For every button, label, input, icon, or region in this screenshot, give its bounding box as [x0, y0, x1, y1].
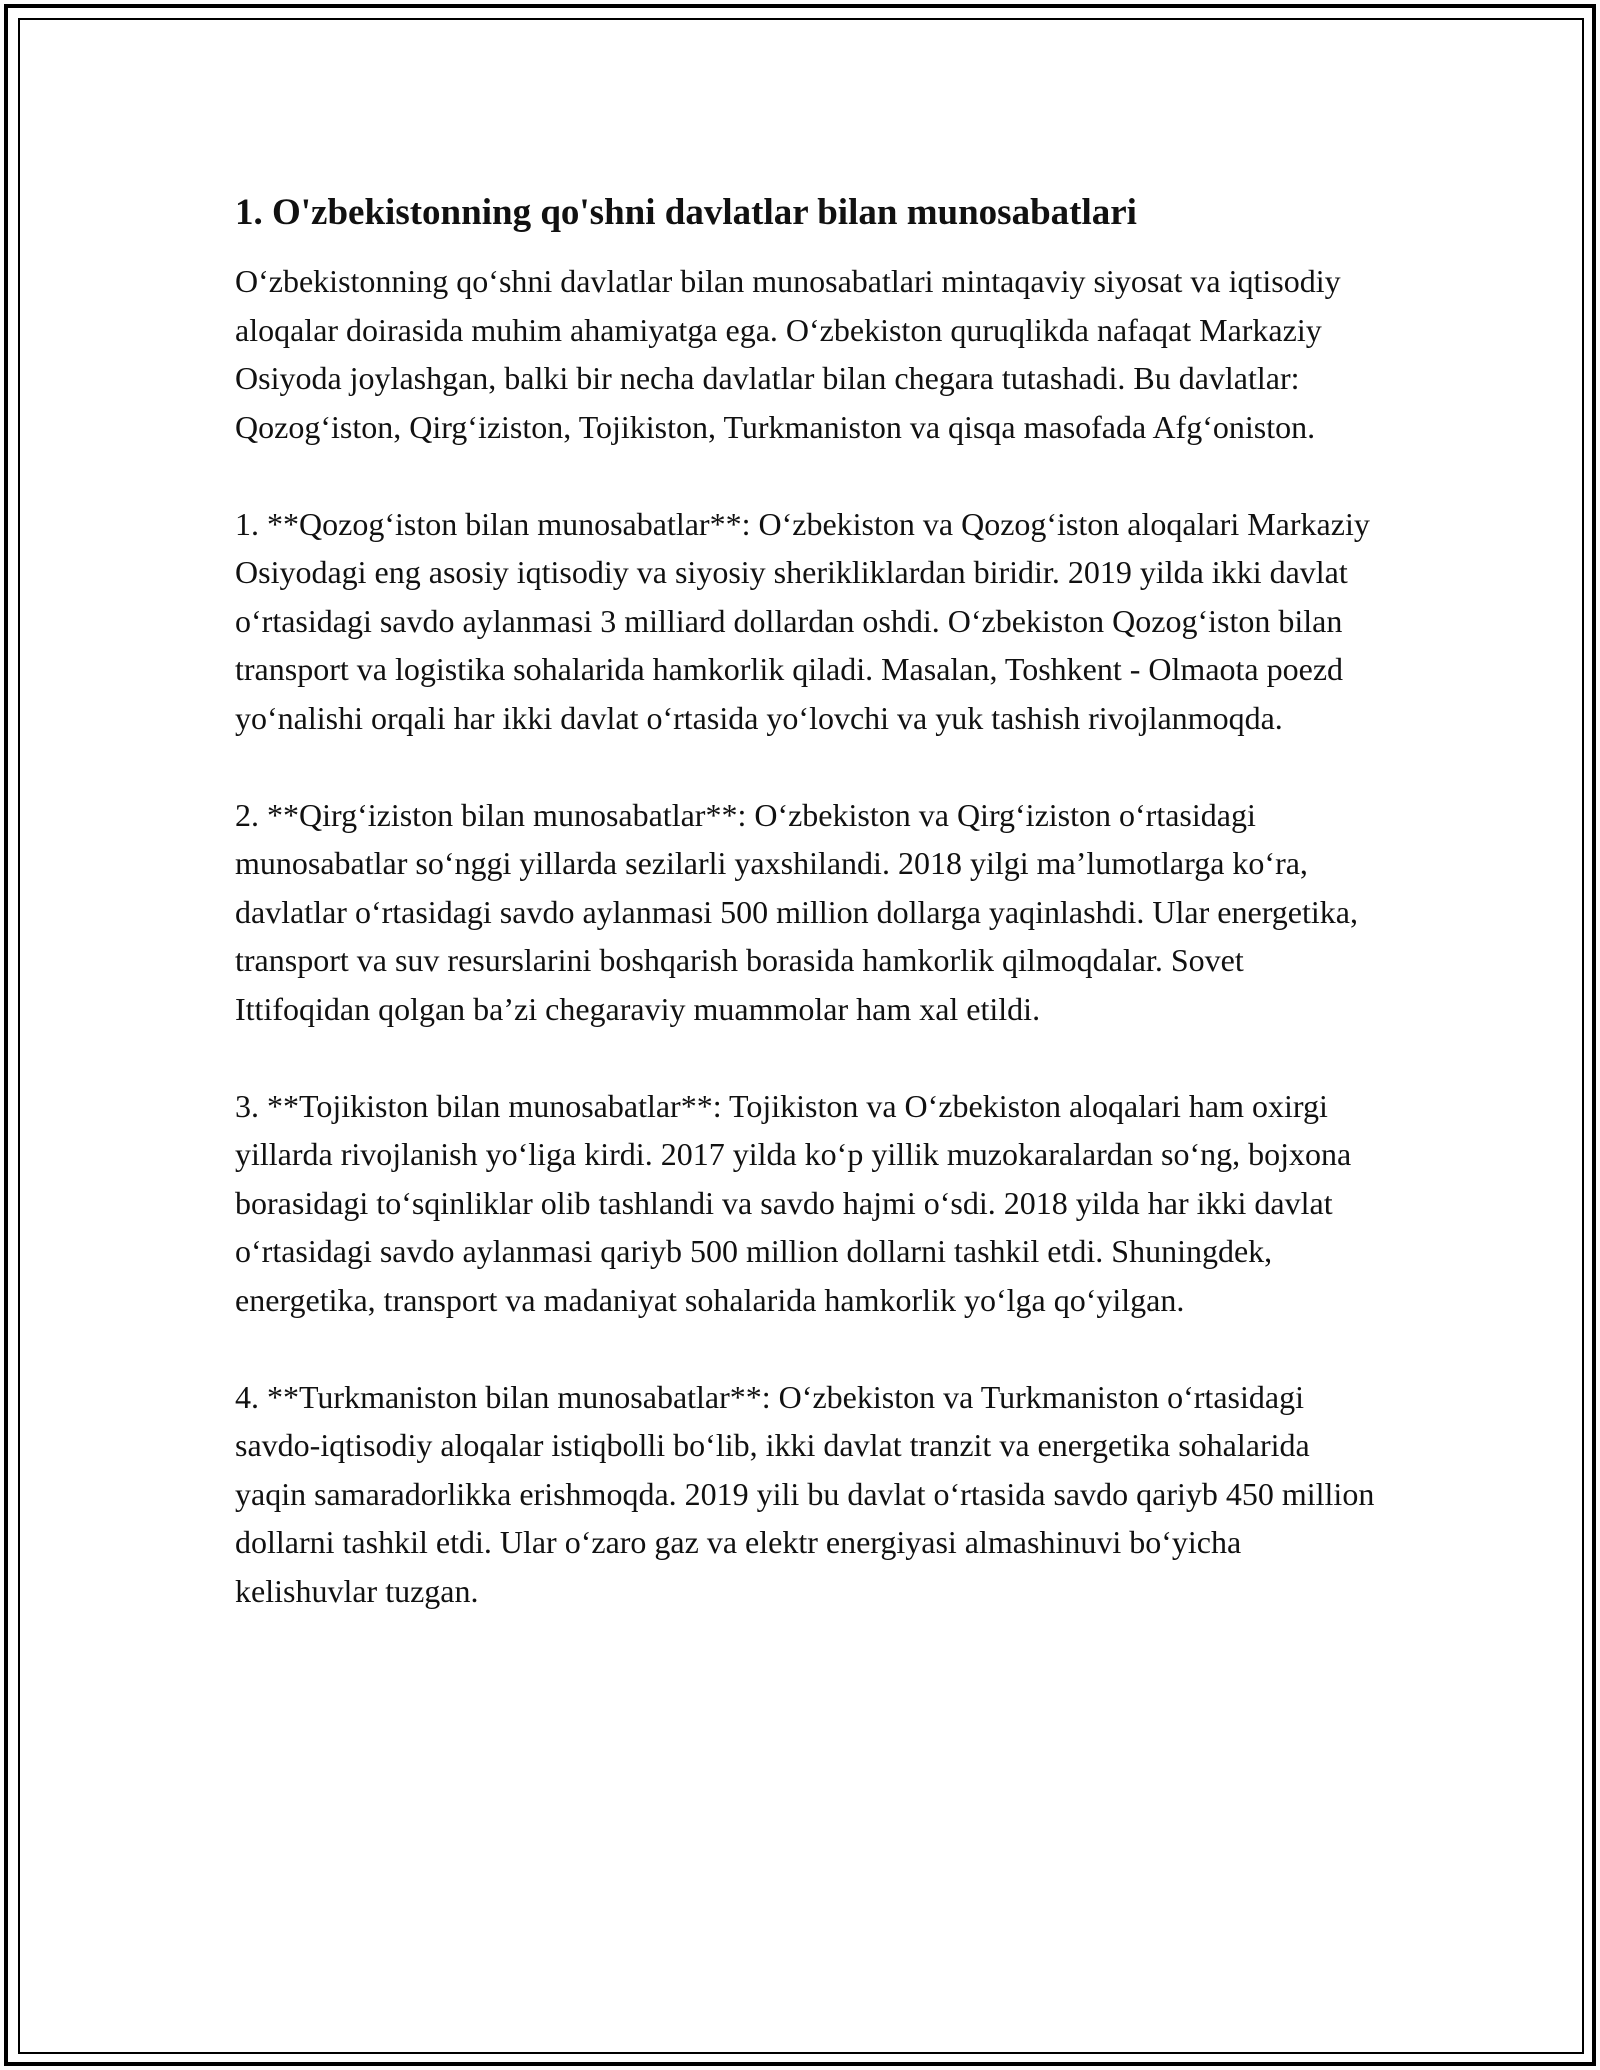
- paragraph-kyrgyzstan: 2. **Qirgʻiziston bilan munosabatlar**: Oʻzbekiston va Qirgʻiziston oʻrtasidagi munosabatlar soʻnggi yillarda sezilarli yaxshilandi. 2018 yilgi maʼlumotlarga koʻra, davlatlar oʻrtasidagi savdo aylanmasi 500 million dollarga yaqinlashdi. Ular energetika, transport va suv resurslarini boshqarish borasida hamkorlik qilmoqdalar. Sovet Ittifoqidan qolgan baʼzi chegaraviy muammolar ham xal etildi.: [235, 796, 1358, 1027]
- document-body: [235, 185, 1375, 1664]
- paragraph-turkmenistan: 4. **Turkmaniston bilan munosabatlar**: Oʻzbekiston va Turkmaniston oʻrtasidagi savdo-iqtisodiy aloqalar istiqbolli boʻlib, ikki davlat tranzit va energetika sohalarida yaqin samaradorlikka erishmoqda. 2019 yili bu davlat oʻrtasida savdo qariyb 450 million dollarni tashkil etdi. Ular oʻzaro gaz va elektr energiyasi almashinuvi boʻyicha kelishuvlar tuzgan.: [235, 1378, 1375, 1609]
- paragraph-tajikistan: 3. **Tojikiston bilan munosabatlar**: Tojikiston va Oʻzbekiston aloqalari ham oxirgi yillarda rivojlanish yoʻliga kirdi. 2017 yilda koʻp yillik muzokaralardan soʻng, bojxona borasidagi toʻsqinliklar olib tashlandi va savdo hajmi oʻsdi. 2018 yilda har ikki davlat oʻrtasidagi savdo aylanmasi qariyb 500 million dollarni tashkil etdi. Shuningdek, energetika, transport va madaniyat sohalarida hamkorlik yoʻlga qoʻyilgan.: [235, 1087, 1352, 1318]
- paragraph-intro: Oʻzbekistonning qoʻshni davlatlar bilan munosabatlari mintaqaviy siyosat va iqtisodiy aloqalar doirasida muhim ahamiyatga ega. Oʻzbekiston quruqlikda nafaqat Markaziy Osiyoda joylashgan, balki bir necha davlatlar bilan chegara tutashadi. Bu davlatlar: Qozogʻiston, Qirgʻiziston, Tojikiston, Turkmaniston va qisqa masofada Afgʻoniston.: [235, 263, 1341, 445]
- page-title: 1. O'zbekistonning qo'shni davlatlar bilan munosabatlari: [235, 192, 1137, 233]
- paragraph-kazakhstan: 1. **Qozogʻiston bilan munosabatlar**: Oʻzbekiston va Qozogʻiston aloqalari Markaziy Osiyodagi eng asosiy iqtisodiy va siyosiy sherikliklardan biridir. 2019 yilda ikki davlat oʻrtasidagi savdo aylanmasi 3 milliard dollardan oshdi. Oʻzbekiston Qozogʻiston bilan transport va logistika sohalarida hamkorlik qiladi. Masalan, Toshkent - Olmaota poezd yoʻnalishi orqali har ikki davlat oʻrtasida yoʻlovchi va yuk tashish rivojlanmoqda.: [235, 505, 1370, 736]
